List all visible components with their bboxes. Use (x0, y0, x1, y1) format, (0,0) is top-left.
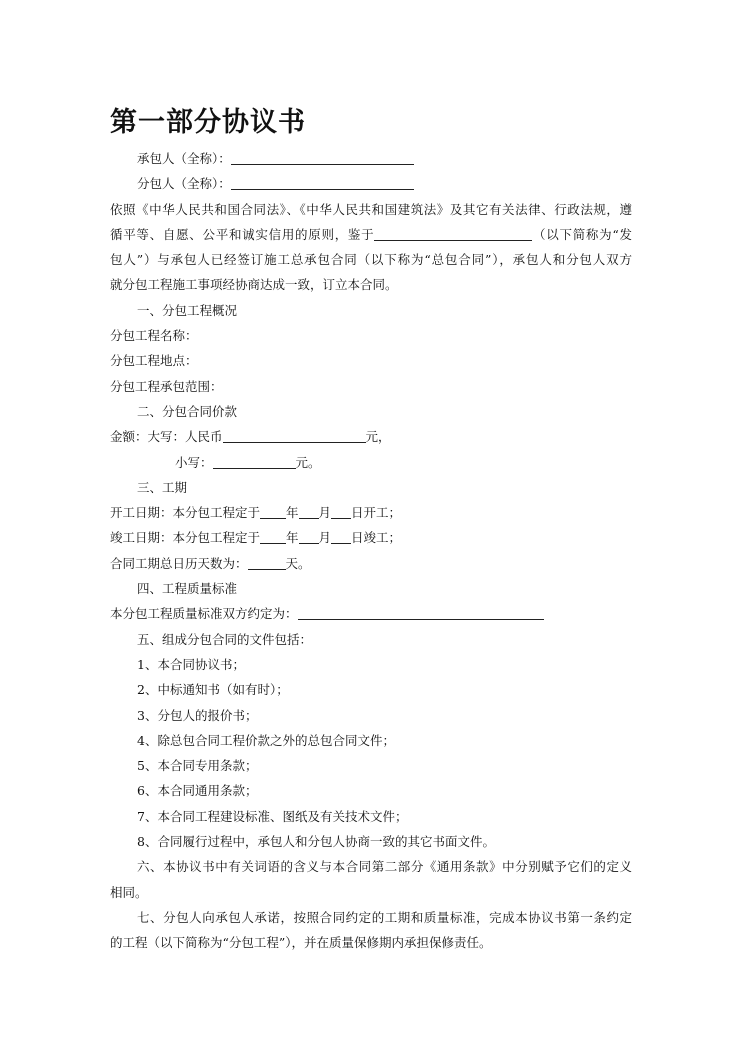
preamble-line: 包人”）与承包人已经签订施工总承包合同（以下称为“总包合同”），承包人和分包人双方 (110, 252, 632, 268)
start-year-field[interactable] (260, 504, 286, 519)
document-item: 3、分包人的报价书； (137, 707, 258, 723)
project-name-label: 分包工程名称： (110, 328, 198, 344)
section-5-heading: 五、组成分包合同的文件包括： (137, 631, 313, 647)
quality-standard-field[interactable] (298, 605, 544, 620)
amount-upper-line (110, 424, 632, 449)
month-label: 月 (318, 530, 332, 546)
preamble-line: 依照《中华人民共和国合同法》、《中华人民共和国建筑法》及其它有关法律、行政法规，遵 (110, 201, 632, 217)
preamble-text: 循平等、自愿、公平和诚实信用的原则，鉴于 (110, 226, 375, 242)
start-date-label: 开工日期：本分包工程定于 (110, 505, 261, 521)
contractor-label: 承包人（全称）： (137, 151, 231, 166)
preamble-line (110, 222, 632, 247)
amount-upper-label: 金额：大写：人民币 (110, 429, 223, 445)
contractor-line (110, 146, 632, 171)
finish-year-field[interactable] (260, 529, 286, 544)
month-label: 月 (318, 505, 332, 521)
amount-lower-label: 小写： (175, 454, 213, 470)
amount-upper-field[interactable] (223, 428, 366, 443)
document-item: 8、合同履行过程中，承包人和分包人协商一致的其它书面文件。 (137, 834, 495, 850)
start-day-field[interactable] (331, 504, 351, 519)
project-location-label: 分包工程地点： (110, 353, 198, 369)
document-item: 2、中标通知书（如有时）； (137, 682, 289, 698)
employer-name-field[interactable] (374, 226, 532, 241)
finish-date-line (110, 525, 632, 550)
year-label: 年 (286, 505, 299, 521)
document-item: 4、除总包合同工程价款之外的总包合同文件； (137, 732, 395, 748)
year-label: 年 (286, 530, 299, 546)
subcontractor-name-field[interactable] (231, 175, 414, 190)
day-label: 日竣工； (351, 530, 402, 546)
finish-date-label: 竣工日期：本分包工程定于 (110, 530, 261, 546)
agreement-body (110, 146, 632, 956)
section-3-heading: 三、工期 (137, 479, 188, 495)
page-title: 第一部分协议书 (110, 107, 306, 138)
subcontractor-line (110, 171, 632, 196)
amount-upper-unit: 元， (365, 429, 391, 445)
subcontractor-label: 分包人（全称）： (137, 176, 231, 192)
document-item: 5、本合同专用条款； (137, 758, 258, 774)
section-6-text: 六、本协议书中有关词语的含义与本合同第二部分《通用条款》中分别赋予它们的定义 (137, 859, 632, 875)
preamble-line: 就分包工程施工事项经协商达成一致，订立本合同。 (110, 277, 398, 293)
day-label: 日开工； (351, 505, 402, 521)
total-days-label: 合同工期总日历天数为： (110, 555, 248, 571)
start-month-field[interactable] (299, 504, 319, 519)
total-days-line (110, 551, 632, 576)
start-date-line (110, 500, 632, 525)
preamble-text: （以下简称为“发 (532, 226, 632, 242)
quality-line (110, 601, 632, 626)
section-4-heading: 四、工程质量标准 (137, 581, 238, 597)
amount-lower-unit: 元。 (295, 454, 321, 470)
section-6-text: 相同。 (110, 884, 148, 900)
amount-lower-line (110, 450, 632, 475)
document-item: 1、本合同协议书； (137, 656, 245, 672)
section-7-text: 的工程（以下简称为“分包工程”），并在质量保修期内承担保修责任。 (110, 935, 492, 951)
section-7-text: 七、分包人向承包人承诺，按照合同约定的工期和质量标准，完成本协议书第一条约定 (137, 909, 632, 925)
total-days-field[interactable] (248, 555, 286, 570)
quality-label: 本分包工程质量标准双方约定为： (110, 606, 298, 622)
section-1-heading: 一、分包工程概况 (137, 302, 238, 318)
project-scope-label: 分包工程承包范围： (110, 378, 223, 394)
document-item: 6、本合同通用条款； (137, 783, 258, 799)
contractor-name-field[interactable] (231, 150, 414, 165)
amount-lower-field[interactable] (213, 454, 296, 469)
finish-month-field[interactable] (299, 529, 319, 544)
finish-day-field[interactable] (331, 529, 351, 544)
total-days-unit: 天。 (285, 555, 311, 571)
section-2-heading: 二、分包合同价款 (137, 403, 238, 419)
document-item: 7、本合同工程建设标准、图纸及有关技术文件； (137, 808, 408, 824)
